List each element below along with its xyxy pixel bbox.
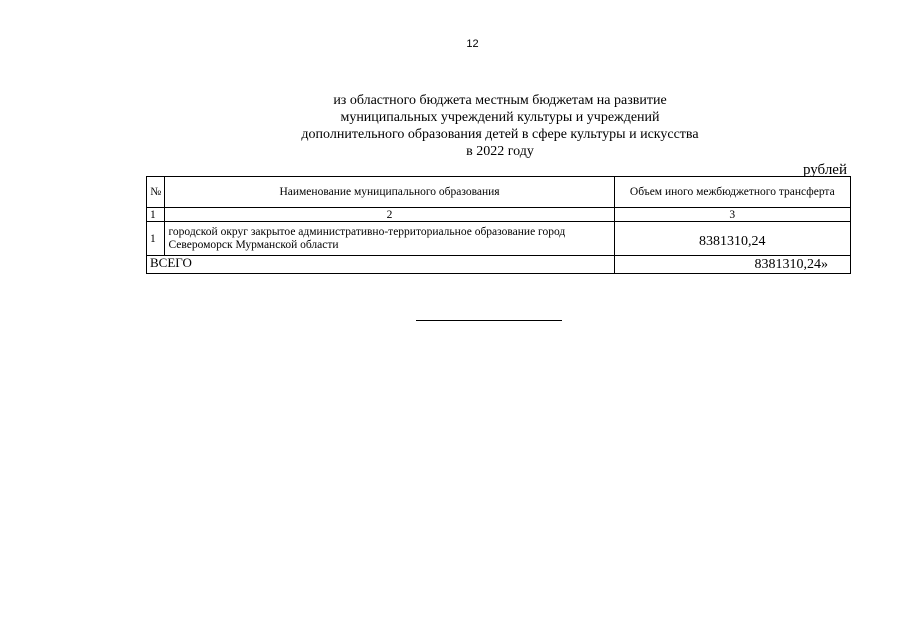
page-number: 12 bbox=[466, 38, 479, 50]
title-line-3: дополнительного образования детей в сфере культуры и искусства bbox=[301, 127, 699, 142]
total-label: ВСЕГО bbox=[147, 256, 615, 274]
row-municipality-name: городской округ закрытое административно-территориальное образование город Североморск Мурманской области bbox=[165, 222, 614, 256]
column-index-1: 1 bbox=[147, 208, 165, 222]
header-amount: Объем иного межбюджетного трансферта bbox=[614, 177, 850, 208]
document-title bbox=[200, 92, 800, 160]
table-row bbox=[147, 222, 851, 256]
title-line-2: муниципальных учреждений культуры и учреждений bbox=[340, 110, 660, 125]
total-amount: 8381310,24» bbox=[614, 256, 850, 274]
column-index-3: 3 bbox=[614, 208, 850, 222]
title-line-1: из областного бюджета местным бюджетам на развитие bbox=[333, 93, 667, 108]
header-num: № bbox=[147, 177, 165, 208]
table-header-row bbox=[147, 177, 851, 208]
header-name: Наименование муниципального образования bbox=[165, 177, 614, 208]
title-line-4: в 2022 году bbox=[466, 144, 534, 159]
row-num: 1 bbox=[147, 222, 165, 256]
transfer-table bbox=[146, 176, 851, 274]
column-index-row bbox=[147, 208, 851, 222]
column-index-2: 2 bbox=[165, 208, 614, 222]
end-divider-line bbox=[416, 320, 562, 321]
row-amount: 8381310,24 bbox=[614, 222, 850, 256]
units-label: рублей bbox=[802, 162, 847, 178]
total-row bbox=[147, 256, 851, 274]
